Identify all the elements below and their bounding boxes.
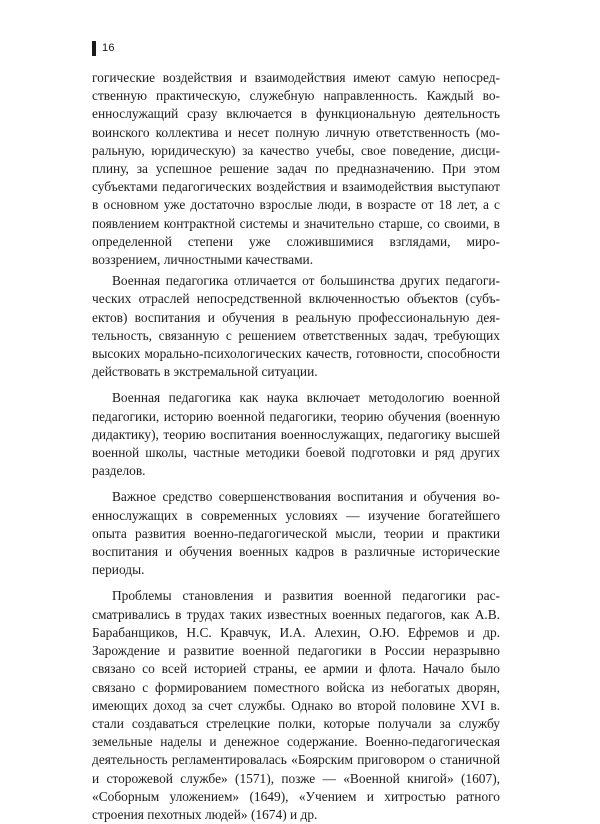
paragraph-history-of-development: Проблемы становления и развития военной педагогики рассматривались в трудах таких известных военных педагогов, как А.В. Барабанщиков, Н.С. Кравчук, И.А. Алехин, О.Ю. Ефремов и др. Зарождение и развитие военной педагогики в России неразрывно связано со всей историей страны, ее армии и флота. Начало было связано с формированием поместного войска из небогатых дворян, имеющих доход за счет службы. Однако во второй половине XVI в. стали создаваться стрелецкие полки, которые получали за службу земельные наделы и денежное содержание. Военно-педагогическая деятельность регламентировалась «Боярским приговором о станичной и сторожевой службе» (1571), позже — «Военной книгой» (1607), «Соборным уложением» (1649), «Учением и хитростью ратного строения пехотных людей» (1674) и др. <box>92 588 500 822</box>
paragraph-continuation: гогические воздействия и взаимодействия имеют самую непосредственную практическую, служебную направленность. Каждый военнослужащий сразу включается в функциональную деятельность воинского коллектива и несет полную личную ответственность (моральную, юридическую) за качество учебы, свое поведение, дисциплину, за успешное решение задач по предназначению. При этом субъектами педагогических воздействия и взаимодействия выступают в основном уже достаточно взрослые люди, в возрасте от 18 лет, а с появлением контрактной системы и значительно старше, со своими, в определенной степени уже сложившимися взглядами, мировоззрением, личностными качествами. <box>92 70 500 268</box>
paragraph-historical-experience: Важное средство совершенствования воспитания и обучения военнослужащих в современных условиях — изучение богатейшего опыта развития военно-педагогической мысли, теории и практики воспитания и обучения военных кадров в различные исторические периоды. <box>92 489 500 578</box>
page-header <box>92 40 115 56</box>
paragraph-military-pedagogy-distinction: Военная педагогика отличается от большинства других педагогических отраслей непосредственной включенностью объектов (субъектов) воспитания и обучения в реальную профессиональную деятельность, связанную с решением ответственных задач, требующих высоких морально-психологических качеств, готовности, способности действовать в экстремальной ситуации. <box>92 273 500 380</box>
page-body <box>92 69 500 824</box>
page-number: 16 <box>102 42 115 54</box>
paragraph-military-pedagogy-science: Военная педагогика как наука включает методологию военной педагогики, историю военной педагогики, теорию обучения (военную дидактику), теорию воспитания военнослужащих, педагогику высшей военной школы, частные методики боевой подготовки и ряд других разделов. <box>92 390 500 479</box>
header-marker-bar <box>92 41 96 56</box>
